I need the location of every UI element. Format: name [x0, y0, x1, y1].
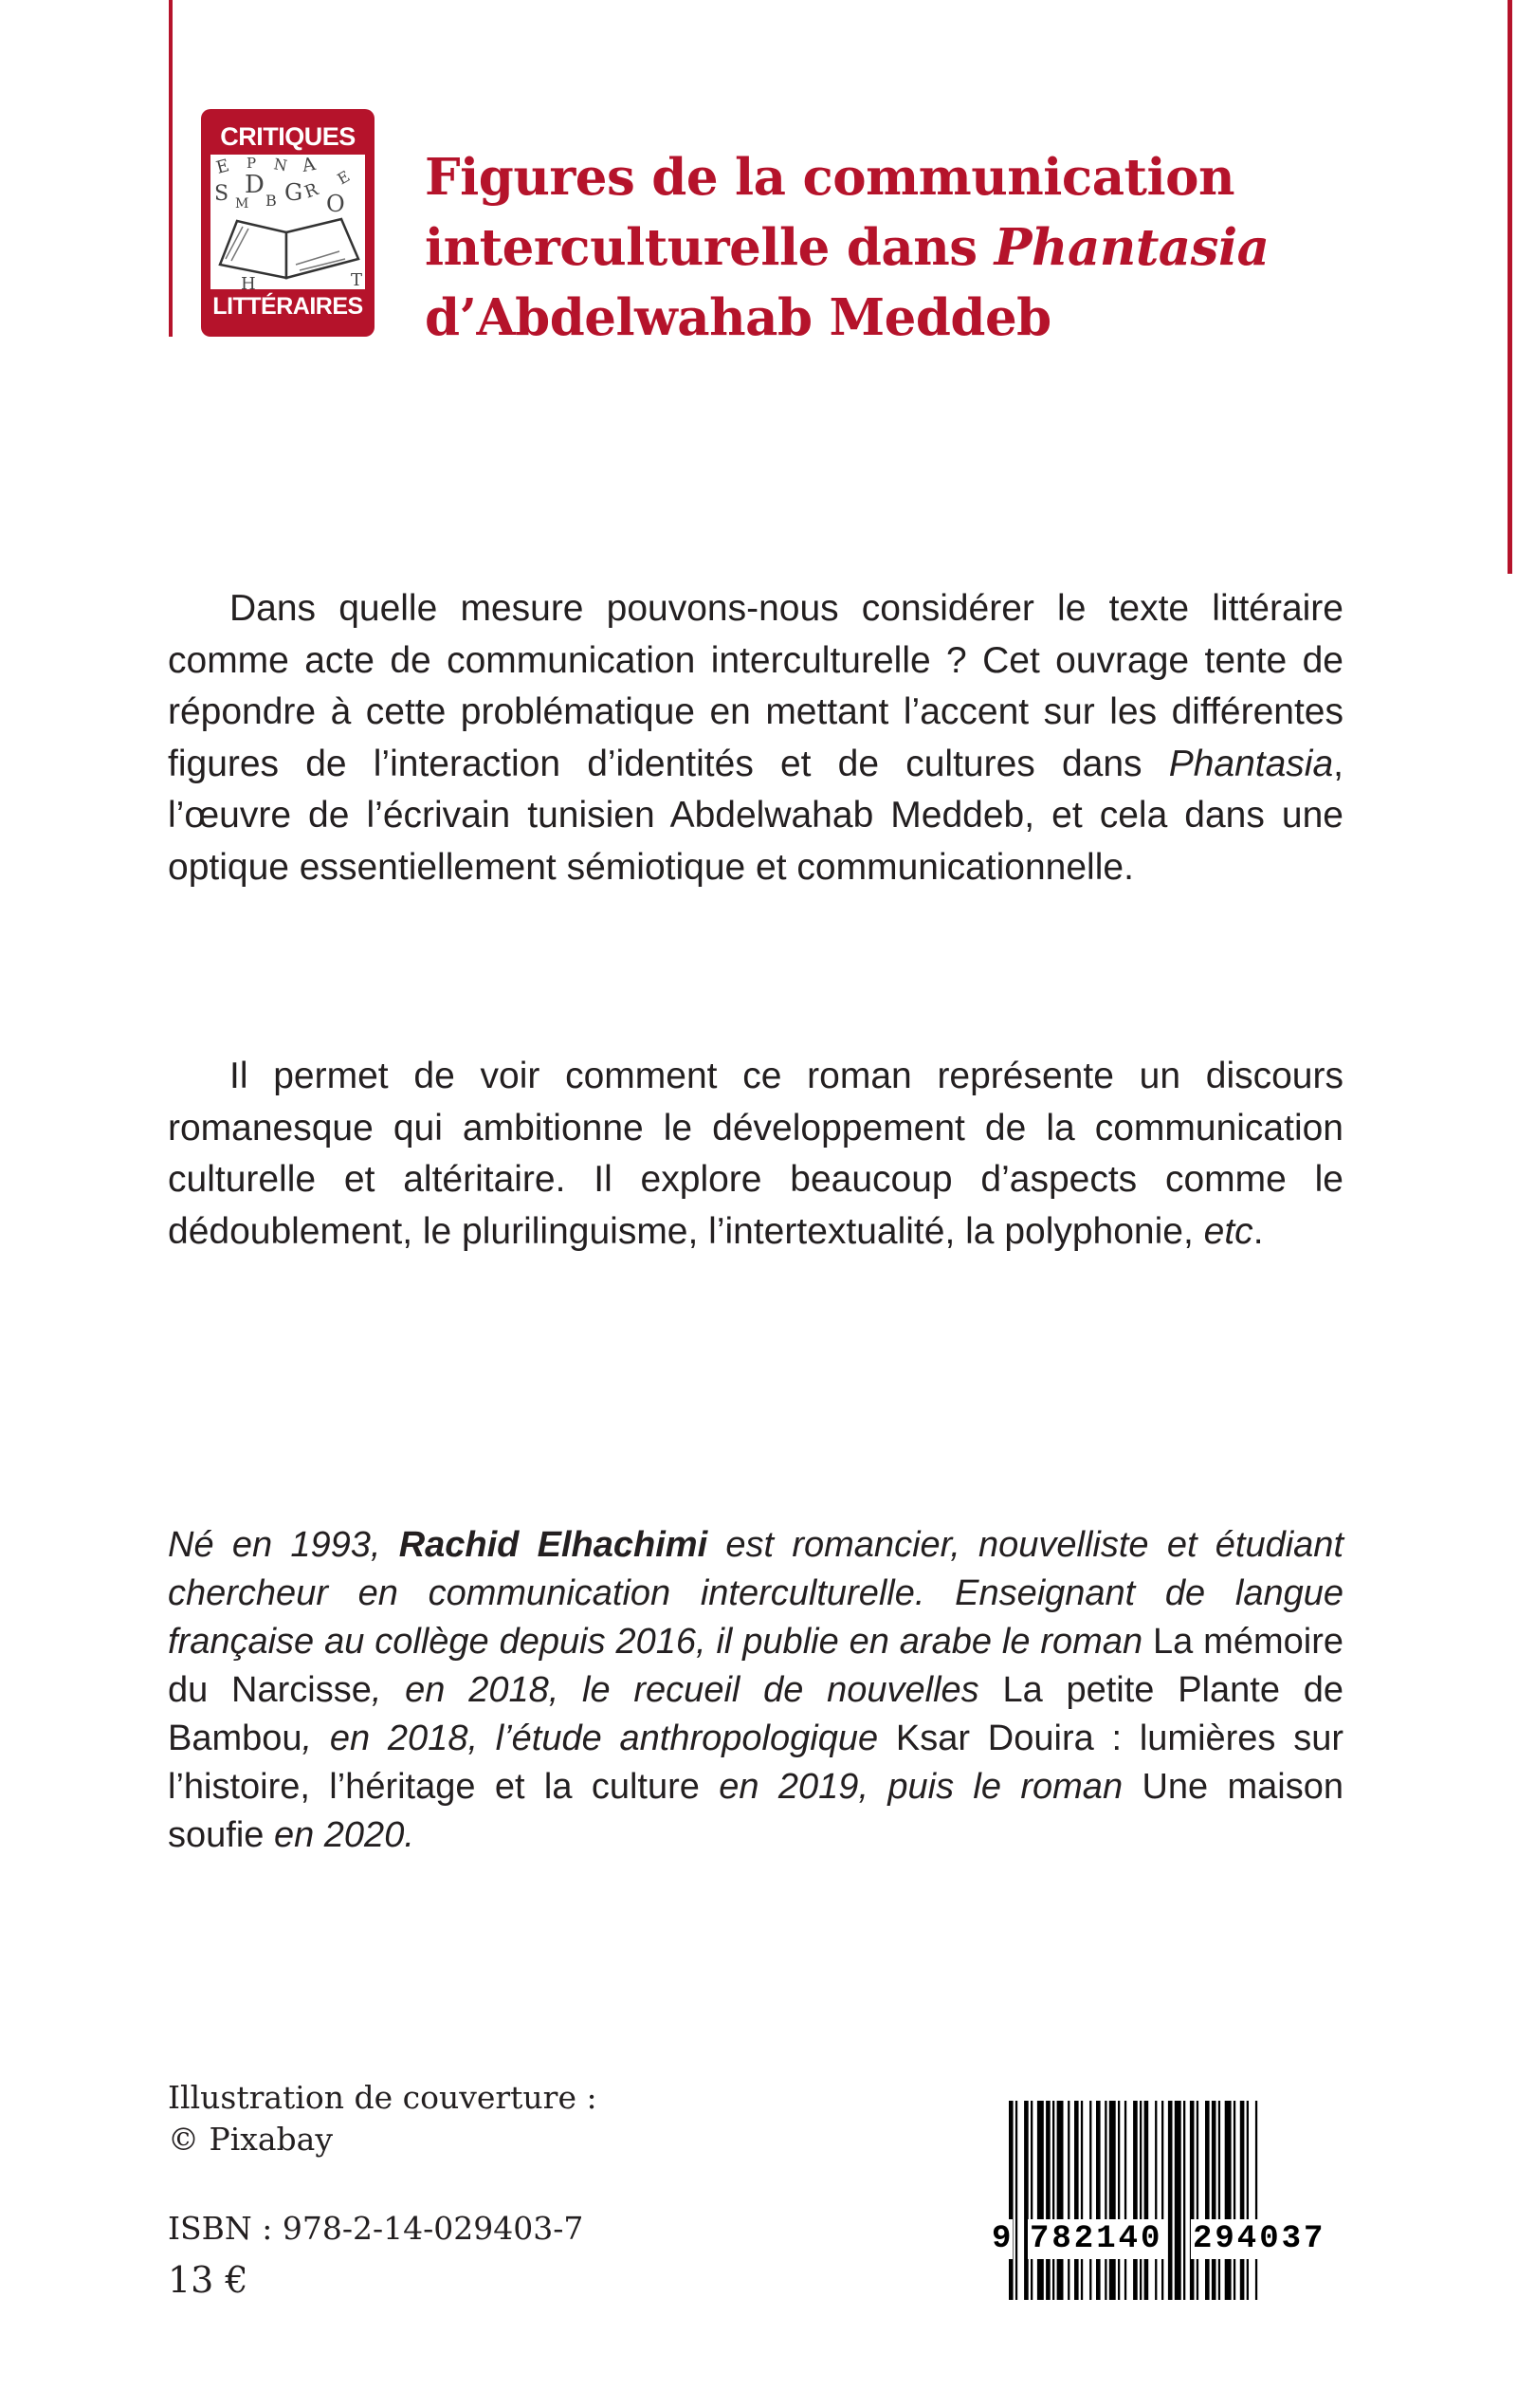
barcode-left-group: 782140: [1030, 2221, 1163, 2257]
bio-work-title: La petite Plante de Bambou: [168, 1670, 1343, 1758]
author-bio: [168, 1521, 1343, 1860]
logo-letter: A: [301, 153, 318, 176]
right-accent-rule: [1508, 0, 1512, 574]
barcode-bar: [1183, 2101, 1185, 2300]
barcode-bar: [1234, 2101, 1235, 2300]
barcode-bar: [1031, 2101, 1033, 2300]
barcode-bar: [1096, 2101, 1101, 2300]
barcode-bar: [1255, 2101, 1257, 2300]
barcode-bar: [1225, 2101, 1232, 2300]
book-title: [425, 142, 1487, 353]
logo-letter: D: [245, 171, 265, 199]
barcode-bar: [1161, 2101, 1163, 2300]
barcode-bar: [1089, 2101, 1091, 2300]
barcode-bar: [1168, 2101, 1173, 2300]
bio-author-name: Rachid Elhachimi: [398, 1525, 708, 1565]
barcode-bar: [1118, 2101, 1120, 2300]
bio-text: en 2019, puis le roman: [699, 1767, 1142, 1807]
open-book-icon: [209, 153, 367, 291]
left-accent-rule: [169, 0, 173, 337]
cover-credit: [168, 2077, 597, 2160]
isbn: ISBN : 978-2-14-029403-7: [168, 2210, 584, 2247]
bio-text: , en 2018, le recueil de nouvelles: [371, 1670, 1003, 1710]
barcode-bar: [1190, 2101, 1195, 2300]
logo-letter: E: [213, 156, 231, 178]
barcode-bar: [1009, 2101, 1014, 2300]
bio-text: , en 2018, l’étude anthropologique: [302, 1719, 896, 1758]
barcode-bar: [1015, 2101, 1017, 2300]
summary-p2-text-end: .: [1252, 1210, 1264, 1252]
barcode-bar: [1024, 2101, 1029, 2300]
barcode-bar: [1218, 2101, 1220, 2300]
title-italic-work: Phantasia: [994, 218, 1270, 277]
logo-top-label: CRITIQUES: [220, 122, 356, 151]
logo-letter: R: [302, 179, 321, 203]
title-line-2: interculturelle dans: [425, 218, 995, 277]
summary-p1-text: Dans quelle mesure pouvons-nous considérer le texte littéraire comme acte de communication interculturelle ? Cet ouvrage tente de répondre à cette problématique en mettant l’accent sur les différentes figures de l’interaction d’identités et de cultures dans: [168, 588, 1343, 784]
logo-letter: E: [334, 167, 354, 189]
barcode-bar: [1140, 2101, 1142, 2300]
logo-letter: T: [351, 270, 363, 290]
barcode-bar: [1144, 2101, 1149, 2300]
collection-logo: [201, 109, 375, 337]
summary-p2-italic: etc: [1203, 1210, 1253, 1252]
summary-p2-text: Il permet de voir comment ce roman représente un discours romanesque qui ambitionne le développement de la communication culturelle et altéritaire. Il explore beaucoup d’aspects comme le dédoublement, le plurilinguisme, l’intertextualité, la polyphonie,: [168, 1056, 1343, 1252]
title-line-3: d’Abdelwahab Meddeb: [425, 288, 1051, 347]
title-line-1: Figures de la communication: [425, 148, 1235, 207]
bio-text: est romancier, nouvelliste et étudiant chercheur en communication interculturelle. Enseignant de langue française au collège depuis 2016, il publie en arabe le roman: [168, 1525, 1343, 1662]
logo-letter: P: [247, 155, 257, 172]
logo-letter: O: [326, 191, 345, 217]
logo-letter: H: [241, 274, 256, 291]
barcode-bar: [1037, 2101, 1044, 2300]
barcode-bar: [1068, 2101, 1069, 2300]
barcode-bar: [1046, 2101, 1051, 2300]
barcode-lead-digit: 9: [992, 2221, 1012, 2257]
summary-paragraph-2: [168, 1051, 1343, 1258]
barcode-bar: [1124, 2101, 1126, 2300]
illustration-source: © Pixabay: [168, 2121, 333, 2158]
illustration-label: Illustration de couverture :: [168, 2079, 597, 2116]
barcode-bar: [1052, 2101, 1054, 2300]
barcode-bar: [1205, 2101, 1210, 2300]
barcode-bar: [1175, 2101, 1181, 2300]
barcode-bar: [1155, 2101, 1157, 2300]
bio-text: en 2020.: [264, 1815, 414, 1855]
summary-p1-italic: Phantasia: [1168, 743, 1334, 784]
logo-letter: N: [272, 155, 289, 175]
bio-work-title: Ksar Douira : lumières sur l’histoire, l’héritage et la culture: [168, 1719, 1343, 1807]
barcode-bar: [1109, 2101, 1116, 2300]
barcode-bar: [1197, 2101, 1198, 2300]
bio-work-title: Une maison soufie: [168, 1767, 1344, 1855]
barcode-bar: [1133, 2101, 1138, 2300]
barcode-bar: [1105, 2101, 1106, 2300]
logo-letter: M: [235, 196, 249, 211]
logo-bottom-label: LITTÉRAIRES: [212, 293, 363, 320]
price: 13 €: [168, 2259, 248, 2301]
barcode-bar: [1057, 2101, 1064, 2300]
barcode-bar: [1240, 2101, 1245, 2300]
bio-text: Né en 1993,: [168, 1525, 399, 1565]
logo-letter: S: [214, 182, 229, 206]
barcode-bar: [1074, 2101, 1079, 2300]
barcode: [990, 2101, 1355, 2319]
barcode-right-group: 294037: [1193, 2221, 1326, 2257]
bio-work-title: La mémoire du Narcisse: [168, 1622, 1343, 1710]
barcode-bar: [1081, 2101, 1083, 2300]
logo-letter: B: [265, 192, 277, 210]
barcode-digits: [990, 2219, 1355, 2261]
summary-p1-text-end: , l’œuvre de l’écrivain tunisien Abdelwahab Meddeb, et cela dans une optique essentiellement sémiotique et communicationnelle.: [168, 743, 1343, 888]
summary-paragraph-1: [168, 583, 1343, 893]
barcode-bar: [1247, 2101, 1249, 2300]
logo-letter: G: [284, 179, 303, 206]
barcode-bar: [1212, 2101, 1216, 2300]
